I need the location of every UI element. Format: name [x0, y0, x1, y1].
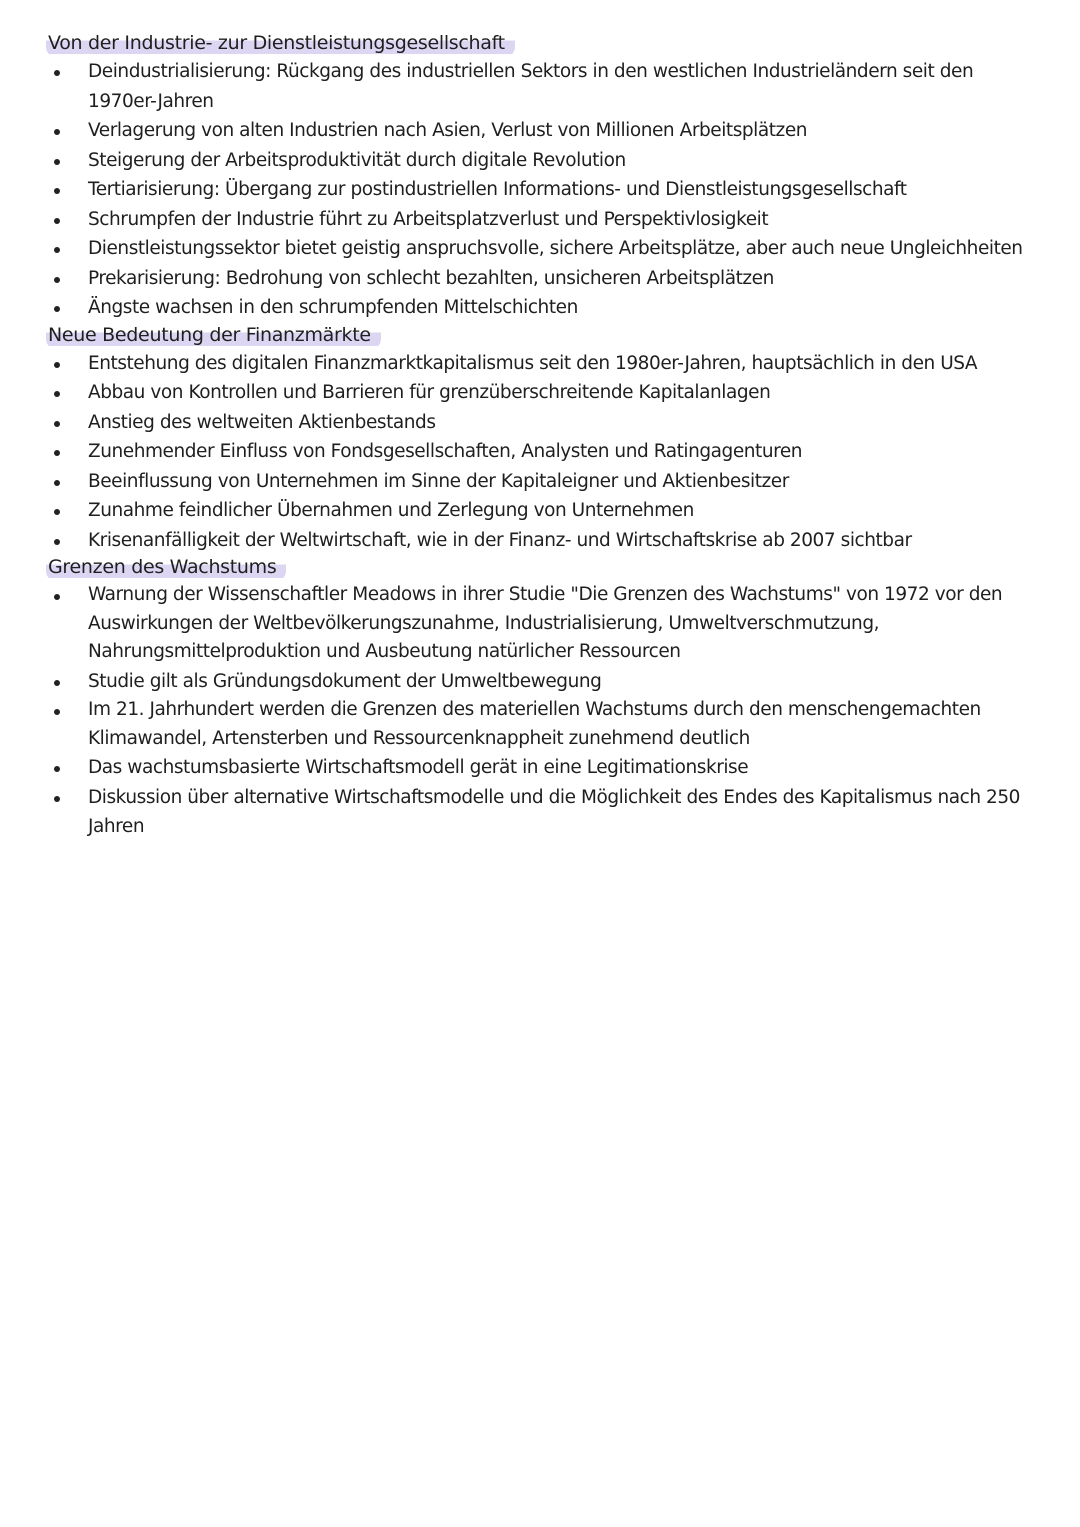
section-heading: Von der Industrie- zur Dienstleistungsgesellschaft — [46, 30, 515, 57]
list-item: Warnung der Wissenschaftler Meadows in ihrer Studie "Die Grenzen des Wachstums" von 1972 vor den Auswirkungen der Weltbevölkerungszunahme, Industrialisierung, Umweltverschmutzung, Nahrungsmittelproduktion und Ausbeutung natürlicher Ressourcen — [48, 581, 1048, 667]
section-finanzmaerkte — [48, 322, 1048, 556]
list-item: Das wachstumsbasierte Wirtschaftsmodell gerät in eine Legitimationskrise — [48, 753, 1048, 783]
list-item: Studie gilt als Gründungsdokument der Umweltbewegung — [48, 667, 1048, 697]
list-item: Steigerung der Arbeitsproduktivität durch digitale Revolution — [48, 146, 1048, 176]
bullet-list — [48, 581, 1048, 842]
bullet-list — [48, 349, 1048, 556]
list-item: Anstieg des weltweiten Aktienbestands — [48, 408, 1048, 438]
list-item: Schrumpfen der Industrie führt zu Arbeitsplatzverlust und Perspektivlosigkeit — [48, 205, 1048, 235]
section-dienstleistungsgesellschaft — [48, 30, 1048, 323]
list-item: Zunehmender Einfluss von Fondsgesellschaften, Analysten und Ratingagenturen — [48, 437, 1048, 467]
list-item: Deindustrialisierung: Rückgang des industriellen Sektors in den westlichen Industrieländern seit den 1970er-Jahren — [48, 57, 1048, 116]
bullet-list — [48, 57, 1048, 323]
section-heading: Neue Bedeutung der Finanzmärkte — [46, 322, 381, 349]
section-grenzen-des-wachstums — [48, 554, 1048, 842]
list-item: Verlagerung von alten Industrien nach Asien, Verlust von Millionen Arbeitsplätzen — [48, 116, 1048, 146]
list-item: Krisenanfälligkeit der Weltwirtschaft, wie in der Finanz- und Wirtschaftskrise ab 2007 sichtbar — [48, 526, 1048, 556]
list-item: Im 21. Jahrhundert werden die Grenzen des materiellen Wachstums durch den menschengemachten Klimawandel, Artensterben und Ressourcenknappheit zunehmend deutlich — [48, 696, 1048, 753]
section-heading: Grenzen des Wachstums — [46, 554, 286, 581]
list-item: Dienstleistungssektor bietet geistig anspruchsvolle, sichere Arbeitsplätze, aber auch neue Ungleichheiten — [48, 234, 1048, 264]
list-item: Diskussion über alternative Wirtschaftsmodelle und die Möglichkeit des Endes des Kapitalismus nach 250 Jahren — [48, 783, 1048, 842]
notes-body — [48, 30, 1048, 842]
list-item: Zunahme feindlicher Übernahmen und Zerlegung von Unternehmen — [48, 496, 1048, 526]
list-item: Beeinflussung von Unternehmen im Sinne der Kapitaleigner und Aktienbesitzer — [48, 467, 1048, 497]
list-item: Prekarisierung: Bedrohung von schlecht bezahlten, unsicheren Arbeitsplätzen — [48, 264, 1048, 294]
list-item: Tertiarisierung: Übergang zur postindustriellen Informations- und Dienstleistungsgesellschaft — [48, 175, 1048, 205]
list-item: Entstehung des digitalen Finanzmarktkapitalismus seit den 1980er-Jahren, hauptsächlich in den USA — [48, 349, 1048, 379]
list-item: Abbau von Kontrollen und Barrieren für grenzüberschreitende Kapitalanlagen — [48, 378, 1048, 408]
list-item: Ängste wachsen in den schrumpfenden Mittelschichten — [48, 293, 1048, 323]
